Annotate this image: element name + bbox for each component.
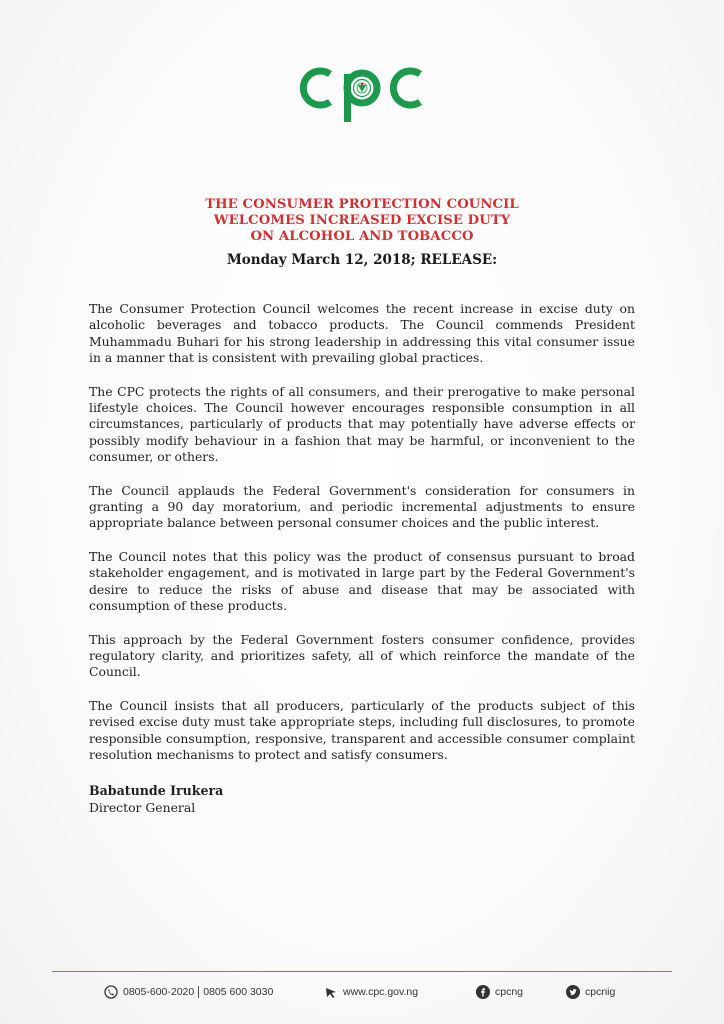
paragraph: The Council insists that all producers, particularly of the products subject of this revised excise duty must take appropriate steps, including full disclosures, to promote responsible consumption, responsive, transparent and accessible consumer complaint resolution mechanisms to protect and satisfy consumers. [89, 697, 635, 762]
website-link: www.cpc.gov.ng [343, 986, 419, 998]
facebook-handle: cpcng [495, 986, 524, 998]
paragraph: The Council notes that this policy was the product of consensus pursuant to broad stakeholder engagement, and is motivated in large part by the Federal Government's desire to reduce the risks of abuse and disease that may be associated with consumption of these products. [89, 548, 635, 614]
headline-line: THE CONSUMER PROTECTION COUNCIL [205, 197, 519, 212]
headline [62, 197, 662, 245]
cpc-logo [292, 52, 432, 124]
paragraph: This approach by the Federal Government fosters consumer confidence, provides regulatory clarity, and prioritizes safety, all of which reinforce the mandate of the Council. [89, 631, 635, 680]
headline-line: ON ALCOHOL AND TOBACCO [250, 229, 474, 244]
cursor-icon [324, 985, 338, 999]
headline-line: WELCOMES INCREASED EXCISE DUTY [213, 213, 511, 228]
paragraph: The Consumer Protection Council welcomes the recent increase in excise duty on alcoholic beverages and tobacco products. The Council commends President Muhammadu Buhari for his strong leadership in addressing this vital consumer issue in a manner that is consistent with prevailing global practices. [89, 301, 635, 366]
twitter-handle: cpcnig [585, 986, 616, 998]
facebook-icon [476, 985, 490, 999]
signatory-name: Babatunde Irukera [89, 783, 224, 798]
dateline: Monday March 12, 2018; RELEASE: [226, 252, 498, 268]
twitter-icon [566, 985, 580, 999]
footer [0, 983, 724, 1003]
phone-number-2: 0805 600 3030 [203, 986, 274, 998]
press-release-body [89, 301, 635, 780]
signatory-title: Director General [89, 800, 196, 815]
footer-phone[interactable] [104, 983, 273, 1001]
footer-website[interactable] [324, 983, 418, 1001]
paragraph: The CPC protects the rights of all consumers, and their prerogative to make personal lifestyle choices. The Council however encourages responsible consumption in all circumstances, particularly of products that may potentially have adverse effects or possibly modify behaviour in a fashion that may be harmful, or inconvenient to the consumer, or others. [89, 383, 635, 465]
footer-twitter[interactable] [566, 983, 615, 1001]
paragraph: The Council applauds the Federal Government's consideration for consumers in granting a 90 day moratorium, and periodic incremental adjustments to ensure appropriate balance between personal consumer choices and the public interest. [89, 482, 635, 531]
phone-separator [198, 986, 199, 998]
phone-number-1: 0805-600-2020 [123, 986, 195, 998]
footer-divider [52, 971, 672, 972]
footer-facebook[interactable] [476, 983, 523, 1001]
phone-icon [104, 985, 118, 999]
